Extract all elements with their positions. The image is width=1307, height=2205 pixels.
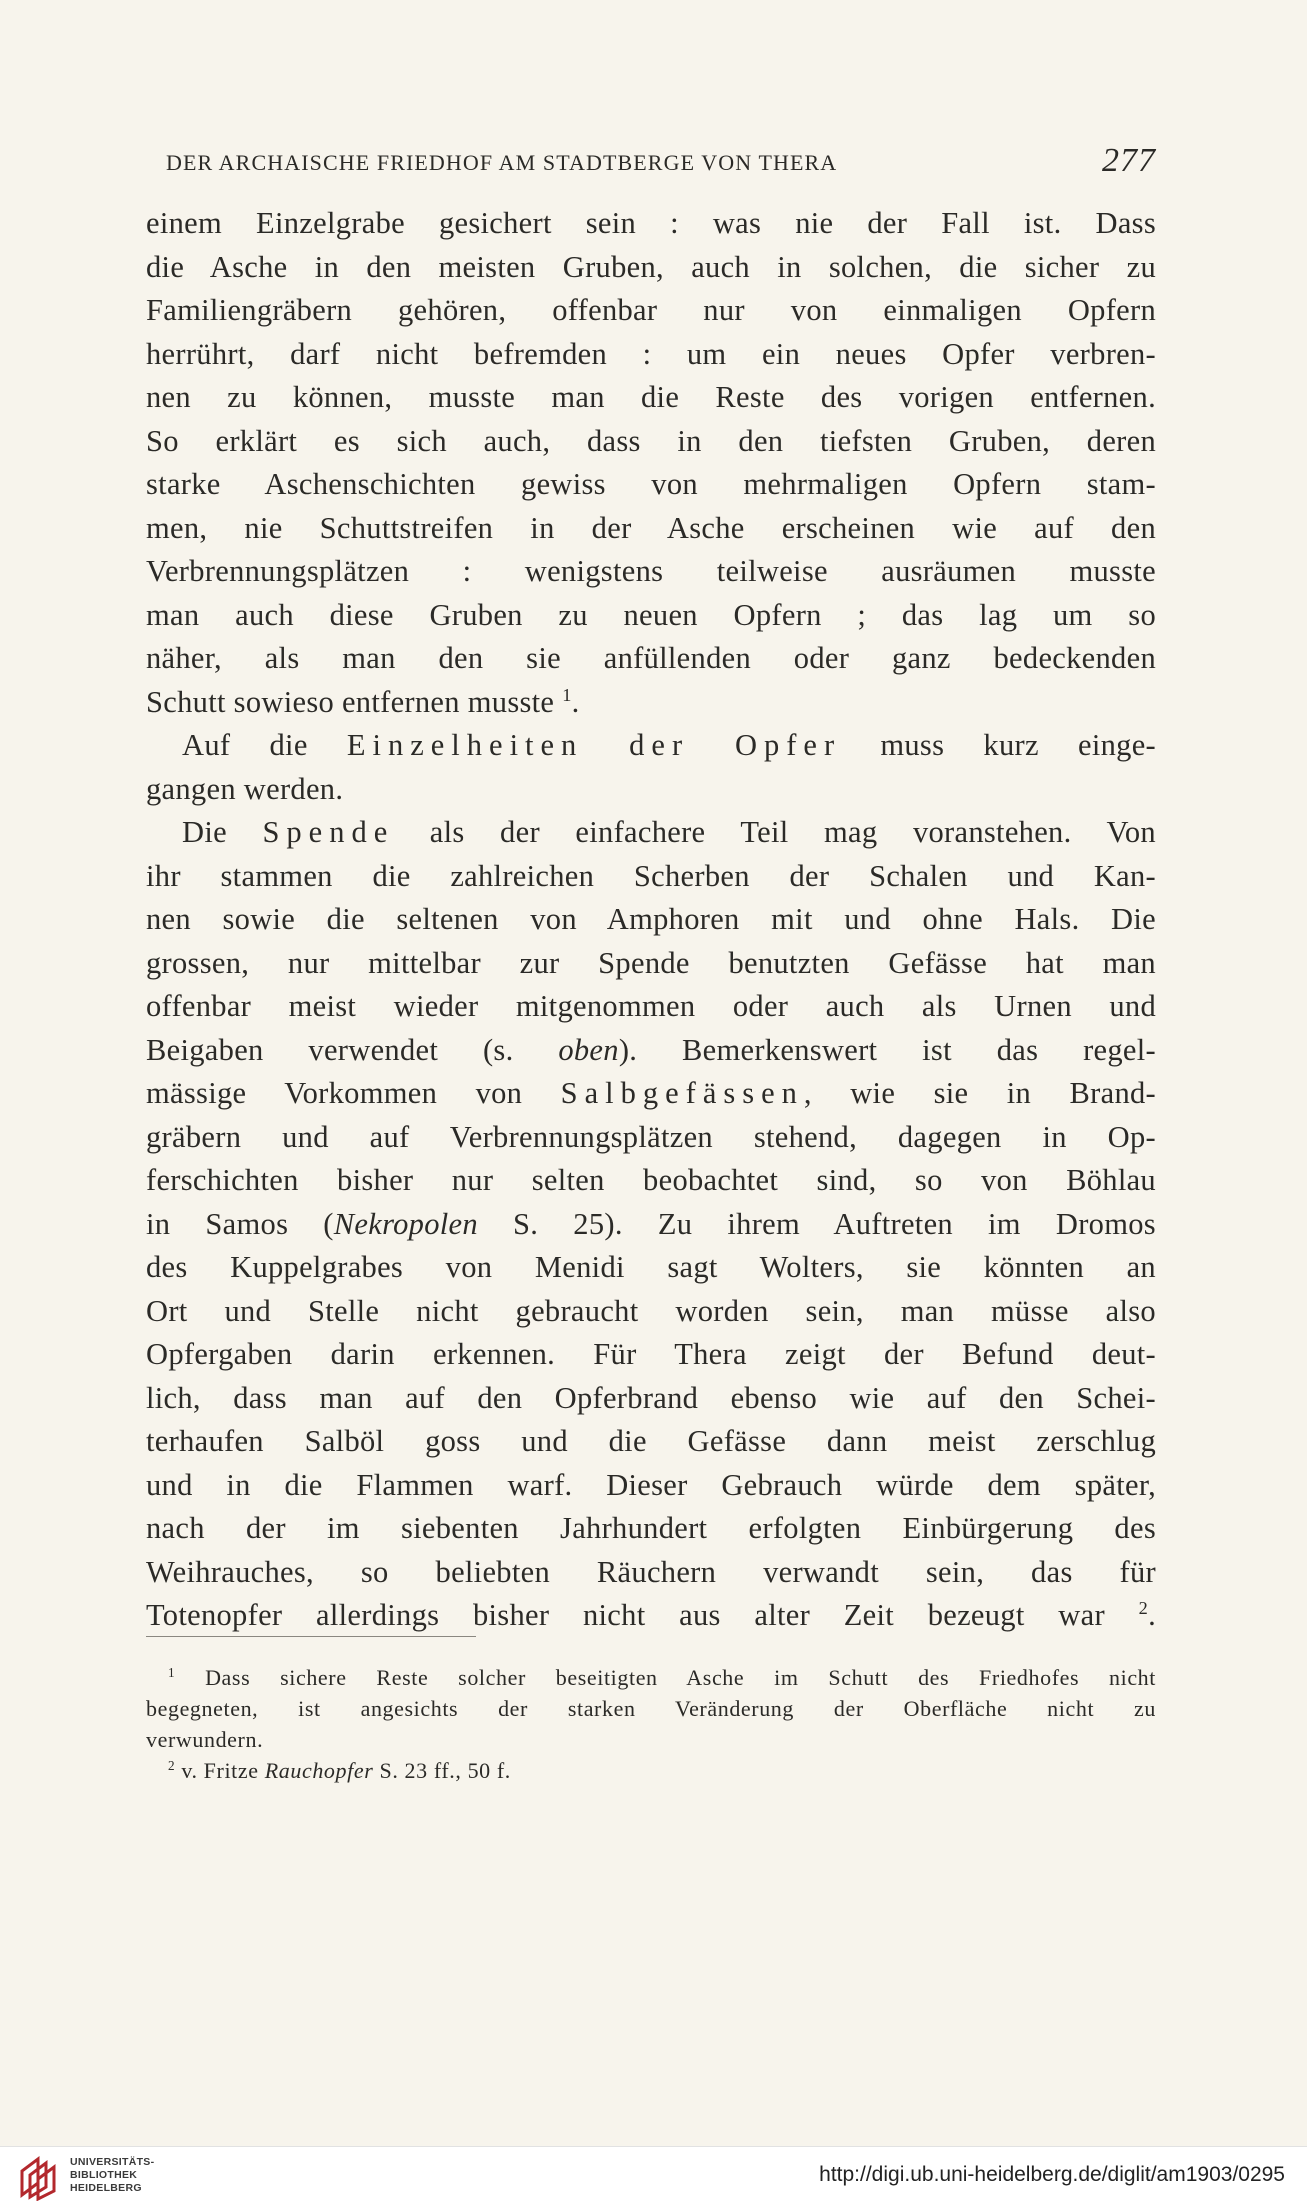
text-line: starke Aschenschichten gewiss von mehrmaligen Opfern stam- xyxy=(146,467,1156,501)
footnote-ref: 1 xyxy=(562,684,572,705)
library-name xyxy=(70,2156,154,2195)
text-line: grossen, nur mittelbar zur Spende benutzten Gefässe hat man xyxy=(146,945,1156,980)
footnotes xyxy=(146,1662,1156,1786)
text-line: gräbern und auf Verbrennungsplätzen stehend, dagegen in Op- xyxy=(146,1119,1156,1154)
italic-text: Rauchopfer xyxy=(264,1758,374,1783)
source-url-link[interactable]: http://digi.ub.uni-heidelberg.de/diglit/am1903/0295 xyxy=(819,2163,1285,2186)
text-segment: , wie sie in Brand- xyxy=(803,1076,1156,1110)
text-line: Opfergaben darin erkennen. Für Thera zeigt der Befund deut- xyxy=(146,1337,1156,1371)
text-segment: in Samos ( xyxy=(146,1206,334,1241)
text-line: nen sowie die seltenen von Amphoren mit und ohne Hals. Die xyxy=(146,902,1156,936)
text-segment: S. 23 ff., 50 f. xyxy=(379,1758,511,1783)
text-line: Totenopfer allerdings bisher nicht aus alter Zeit bezeugt war $^2$. xyxy=(146,1598,1156,1632)
text-segment: Schutt sowieso entfernen musste xyxy=(146,684,555,719)
text-segment: ). Bemerkenswert ist das regel- xyxy=(618,1032,1156,1067)
library-name-line: HEIDELBERG xyxy=(70,2182,142,2194)
text-segment: Beigaben verwendet (s. xyxy=(146,1032,514,1067)
body-text xyxy=(146,202,1156,1638)
text-segment: Die xyxy=(182,815,227,849)
footnote-line xyxy=(146,1755,1156,1786)
text-line: Verbrennungsplätzen : wenigstens teilweise ausräumen musste xyxy=(146,554,1156,588)
text-line: nen zu können, musste man die Reste des vorigen entfernen. xyxy=(146,380,1156,414)
library-name-line: BIBLIOTHEK xyxy=(70,2169,138,2181)
text-line: herrührt, darf nicht befremden : um ein neues Opfer verbren- xyxy=(146,336,1156,371)
italic-text: oben xyxy=(558,1032,619,1067)
text-line: die Asche in den meisten Gruben, auch in solchen, die sicher zu xyxy=(146,249,1156,284)
text-segment: Auf die xyxy=(182,728,308,762)
text-line: terhaufen Salböl goss und die Gefässe dann meist zerschlug xyxy=(146,1424,1156,1458)
text-line: näher, als man den sie anfüllenden oder ganz bedeckenden xyxy=(146,641,1156,675)
footnote-mark: 1 xyxy=(168,1665,176,1681)
text-line: des Kuppelgrabes von Menidi sagt Wolters, sie könnten an xyxy=(146,1250,1156,1284)
text-line: So erklärt es sich auch, dass in den tiefsten Gruben, deren xyxy=(146,423,1156,458)
text-segment: Dass sichere Reste solcher beseitigten Asche im Schutt des Friedhofes nicht xyxy=(205,1665,1156,1690)
text-line: Familiengräbern gehören, offenbar nur von einmaligen Opfern xyxy=(146,293,1156,327)
text-segment: S. 25). Zu ihrem Auftreten im Dromos xyxy=(513,1206,1156,1241)
digitization-footer xyxy=(0,2146,1307,2205)
text-line: Weihrauches, so beliebten Räuchern verwandt sein, das für xyxy=(146,1554,1156,1589)
text-segment: mässige Vorkommen von xyxy=(146,1076,523,1110)
footnote-mark: 2 xyxy=(168,1758,176,1774)
italic-text: Nekropolen xyxy=(333,1206,478,1241)
spaced-emphasis: Einzelheiten der Opfer xyxy=(346,728,842,762)
text-line: Schutt sowieso entfernen musste $^1$. xyxy=(146,684,580,719)
text-segment: muss kurz einge- xyxy=(880,728,1156,762)
text-line: einem Einzelgrabe gesichert sein : was nie der Fall ist. Dass xyxy=(146,206,1156,240)
footnote-line: begegneten, ist angesichts der starken Veränderung der Oberfläche nicht zu xyxy=(146,1696,1156,1721)
text-line: ihr stammen die zahlreichen Scherben der Schalen und Kan- xyxy=(146,858,1156,893)
footnote-line: verwundern. xyxy=(146,1727,264,1752)
text-line xyxy=(146,1072,1156,1116)
footnote-ref: 2 xyxy=(1138,1598,1149,1619)
page-number: 277 xyxy=(1102,142,1156,179)
text-line: Ort und Stelle nicht gebraucht worden sein, man müsse also xyxy=(146,1293,1156,1328)
text-segment: v. Fritze xyxy=(181,1758,259,1783)
text-line: offenbar meist wieder mitgenommen oder auch als Urnen und xyxy=(146,989,1156,1023)
text-line: und in die Flammen warf. Dieser Gebrauch würde dem später, xyxy=(146,1467,1156,1502)
text-segment: Totenopfer allerdings bisher nicht aus alter Zeit bezeugt war xyxy=(146,1598,1105,1632)
text-line: lich, dass man auf den Opferbrand ebenso wie auf den Schei- xyxy=(146,1380,1156,1415)
text-line: ferschichten bisher nur selten beobachtet sind, so von Böhlau xyxy=(146,1163,1156,1197)
library-logo-icon xyxy=(14,2155,60,2201)
text-line xyxy=(146,1029,1156,1073)
text-line xyxy=(146,1203,1156,1247)
text-line xyxy=(146,724,1156,768)
footnote-separator xyxy=(146,1636,476,1637)
spaced-emphasis: Salbgefässen xyxy=(560,1076,804,1110)
footnote-line xyxy=(146,1662,1156,1693)
text-line: man auch diese Gruben zu neuen Opfern ; das lag um so xyxy=(146,597,1156,632)
spaced-emphasis: Spende xyxy=(262,815,395,849)
library-name-line: UNIVERSITÄTS- xyxy=(70,2156,155,2168)
text-segment: als der einfachere Teil mag voranstehen. Von xyxy=(429,815,1156,849)
text-line: nach der im siebenten Jahrhundert erfolgten Einbürgerung des xyxy=(146,1511,1156,1545)
text-line: men, nie Schuttstreifen in der Asche erscheinen wie auf den xyxy=(146,510,1156,545)
text-line xyxy=(146,811,1156,855)
text-line: gangen werden. xyxy=(146,771,344,806)
running-title: DER ARCHAISCHE FRIEDHOF AM STADTBERGE VON THERA xyxy=(166,150,838,175)
